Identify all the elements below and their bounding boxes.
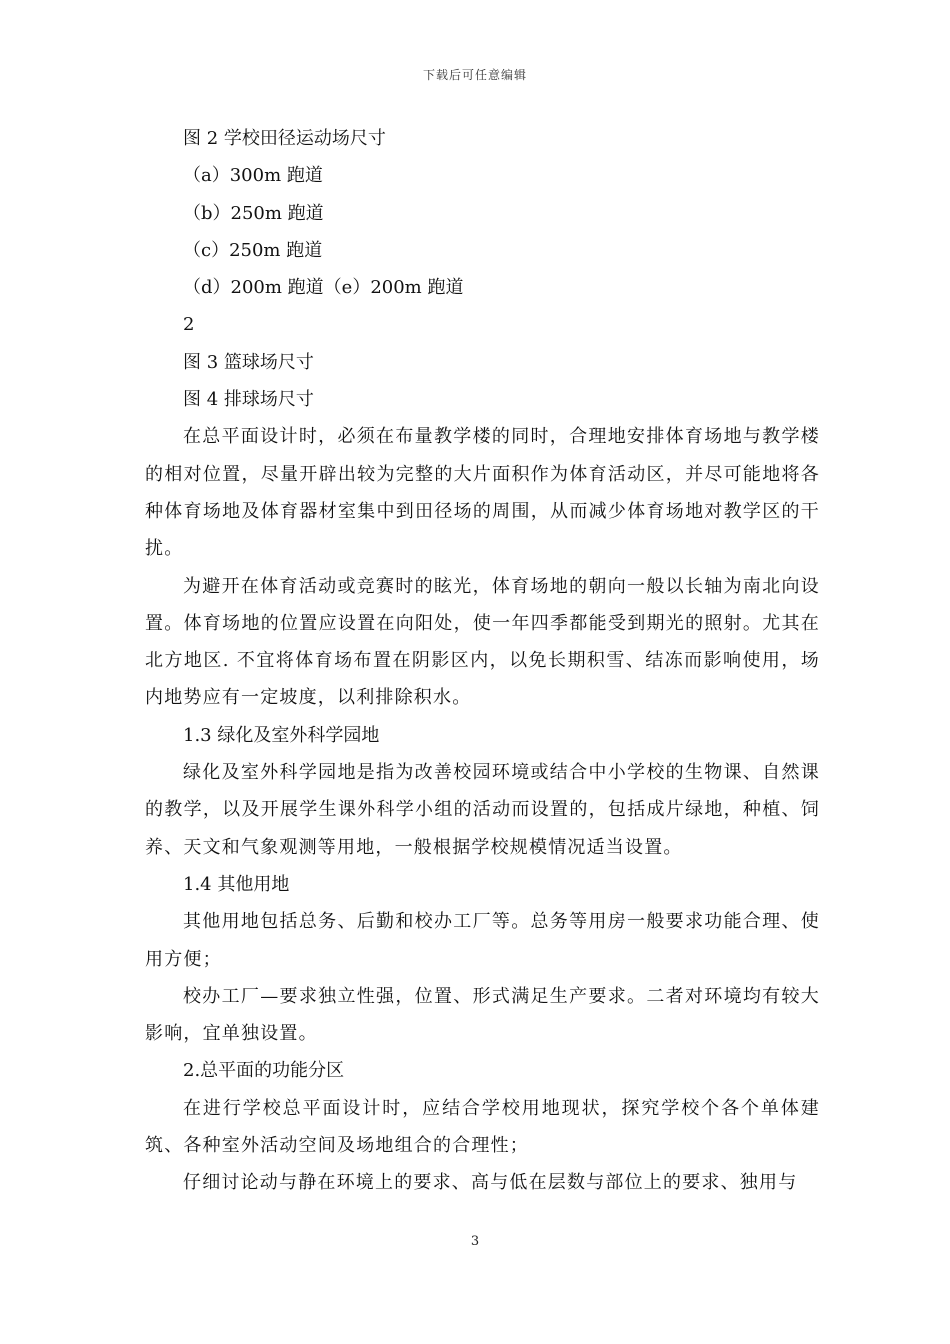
page-header: 下载后可任意编辑 [422, 68, 527, 82]
figure-2de-caption: （d）200m 跑道（e）200m 跑道 [183, 277, 464, 299]
figure-2c-caption: （c）250m 跑道 [183, 239, 323, 261]
section-heading-1-4: 1.4 其他用地 [183, 873, 290, 895]
section-heading-1-3: 1.3 绿化及室外科学园地 [183, 724, 380, 746]
paragraph-zoning: 在进行学校总平面设计时，应结合学校用地现状，探究学校个各个单体建筑、各种室外活动空间及场地组合的合理性； [145, 1097, 820, 1157]
paragraph-other-land: 其他用地包括总务、后勤和校办工厂等。总务等用房一般要求功能合理、使用方便； [145, 911, 820, 970]
figure-2a-caption: （a）300m 跑道 [183, 165, 323, 187]
paragraph-requirements: 仔细讨论动与静在环境上的要求、高与低在层数与部位上的要求、独用与 [183, 1172, 798, 1194]
figure-2b-caption: （b）250m 跑道 [183, 202, 324, 224]
paragraph-orientation: 为避开在体育活动或竞赛时的眩光，体育场地的朝向一般以长轴为南北向设置。体育场地的位置应设置在向阳处，使一年四季都能受到期光的照射。尤其在北方地区. 不宜将体育场布置在阴影区内，以免长期积雪、结冻而影响使用，场内地势应有一定坡度，以利排除积水。 [145, 575, 820, 709]
page-number: 3 [470, 1234, 480, 1249]
paragraph-greening: 绿化及室外科学园地是指为改善校园环境或结合中小学校的生物课、自然课的教学，以及开展学生课外科学小组的活动而设置的，包括成片绿地，种植、饲养、天文和气象观测等用地，一般根据学校规模情况适当设置。 [145, 762, 820, 858]
figure-3-caption: 图 3 篮球场尺寸 [183, 351, 314, 373]
paragraph-site-layout: 在总平面设计时，必须在布量教学楼的同时，合理地安排体育场地与教学楼的相对位置，尽量开辟出较为完整的大片面积作为体育活动区，并尽可能地将各种体育场地及体育器材室集中到田径场的周围，从而减少体育场地对教学区的干扰。 [145, 426, 820, 560]
figure-4-caption: 图 4 排球场尺寸 [183, 389, 314, 411]
section-heading-2: 2.总平面的功能分区 [183, 1060, 345, 1082]
paragraph-school-factory: 校办工厂—要求独立性强，位置、形式满足生产要求。二者对环境均有较大影响，宜单独设置。 [145, 985, 820, 1045]
document-body [145, 120, 820, 1202]
figure-2-caption: 图 2 学校田径运动场尺寸 [183, 128, 386, 149]
stray-number: 2 [183, 314, 195, 336]
